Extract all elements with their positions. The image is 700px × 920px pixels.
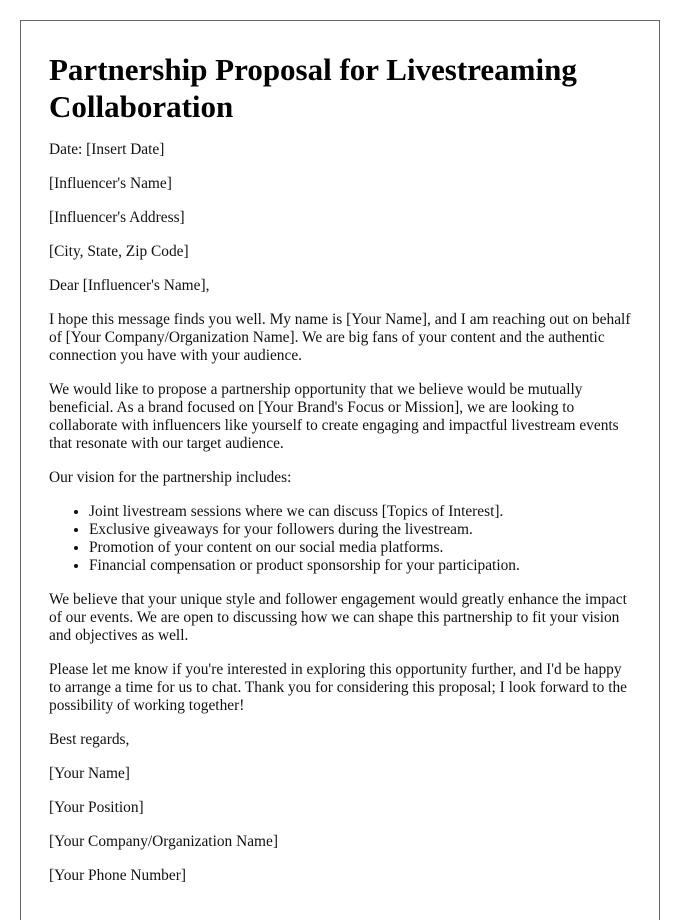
recipient-name: [Influencer's Name]: [49, 175, 172, 192]
recipient-address: [Influencer's Address]: [49, 209, 185, 226]
vision-list: [49, 503, 631, 575]
signoff: Best regards,: [49, 731, 130, 748]
vision-item: • Exclusive giveaways for your followers during the livestream.: [89, 521, 631, 539]
sender-company: [Your Company/Organization Name]: [49, 833, 278, 850]
letter-page: [20, 20, 660, 920]
vision-item: • Promotion of your content on our social media platforms.: [89, 539, 631, 557]
paragraph-proposal: We would like to propose a partnership opportunity that we believe would be mutually beneficial. As a brand focused on [Your Brand's Focus or Mission], we are looking to collaborate with influencers like yourself to create engaging and impactful livestream events that resonate with our target audience.: [49, 381, 619, 452]
paragraph-closing: Please let me know if you're interested in exploring this opportunity further, and I'd be happy to arrange a time for us to chat. Thank you for considering this proposal; I look forward to the possibility of working together!: [49, 661, 627, 714]
sender-name: [Your Name]: [49, 765, 130, 782]
salutation: Dear [Influencer's Name],: [49, 277, 210, 294]
vision-item: • Financial compensation or product sponsorship for your participation.: [89, 557, 631, 575]
vision-item: • Joint livestream sessions where we can discuss [Topics of Interest].: [89, 503, 631, 521]
recipient-city: [City, State, Zip Code]: [49, 243, 189, 260]
date-line: Date: [Insert Date]: [49, 141, 165, 158]
sender-phone: [Your Phone Number]: [49, 867, 186, 884]
paragraph-intro: I hope this message finds you well. My name is [Your Name], and I am reaching out on behalf of [Your Company/Organization Name]. We are big fans of your content and the authentic connection you have with your audience.: [49, 311, 631, 364]
vision-intro: Our vision for the partnership includes:: [49, 469, 292, 486]
paragraph-belief: We believe that your unique style and follower engagement would greatly enhance the impact of our events. We are open to discussing how we can shape this partnership to fit your vision and objectives as well.: [49, 591, 627, 644]
letter-title: Partnership Proposal for Livestreaming Collaboration: [49, 52, 577, 124]
sender-position: [Your Position]: [49, 799, 144, 816]
